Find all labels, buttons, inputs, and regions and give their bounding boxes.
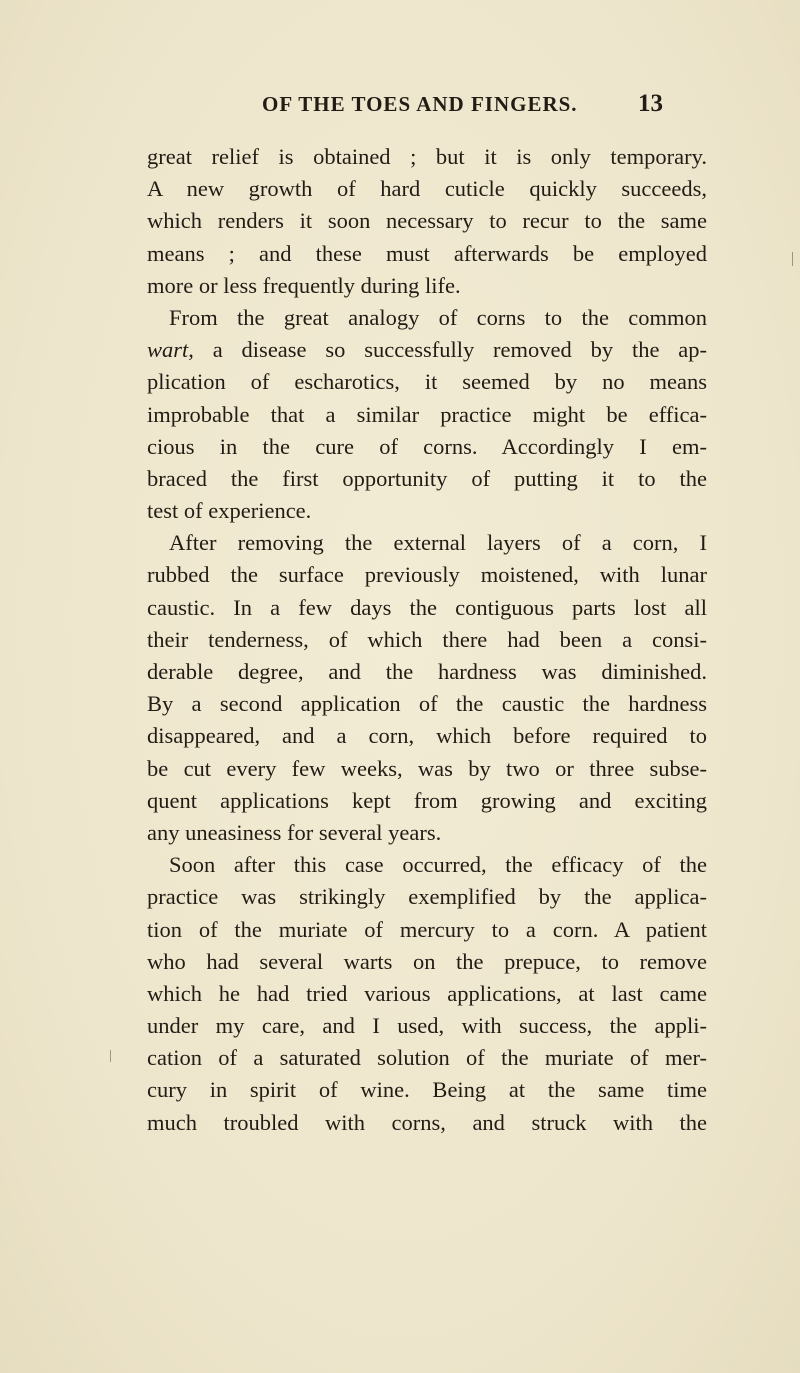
text-line: who had several warts on the prepuce, to remove [147, 948, 707, 974]
page-number: 13 [638, 90, 663, 117]
text-line: tion of the muriate of mercury to a corn. A patient [147, 916, 707, 942]
body-text [147, 141, 707, 1139]
page-header [0, 92, 800, 132]
text-line: cious in the cure of corns. Accordingly I em- [147, 433, 707, 459]
text-line: be cut every few weeks, was by two or three subse- [147, 755, 707, 781]
text-line: quent applications kept from growing and exciting [147, 787, 707, 813]
text-line: disappeared, and a corn, which before required to [147, 723, 707, 749]
text-line: their tenderness, of which there had been a consi- [147, 626, 707, 652]
text-line: After removing the external layers of a corn, I [169, 530, 707, 556]
text-line: rubbed the surface previously moistened, with lunar [147, 562, 707, 588]
text-line: means ; and these must afterwards be employed [147, 240, 707, 266]
text-line: under my care, and I used, with success, the appli- [147, 1013, 707, 1039]
italic-word: wart [147, 337, 189, 363]
paper-mark [792, 252, 793, 266]
text-line: cation of a saturated solution of the muriate of mer- [147, 1045, 707, 1071]
text-line: From the great analogy of corns to the common [169, 304, 707, 330]
text-line: which he had tried various applications, at last came [147, 980, 707, 1006]
running-head: OF THE TOES AND FINGERS. [262, 92, 578, 116]
text-line: which renders it soon necessary to recur to the same [147, 208, 707, 234]
text-line: By a second application of the caustic the hardness [147, 691, 707, 717]
text-line: improbable that a similar practice might be effica- [147, 401, 707, 427]
text-line: wart, a disease so successfully removed by the ap- [147, 337, 707, 363]
text-line: braced the first opportunity of putting it to the [147, 465, 707, 491]
text-line: A new growth of hard cuticle quickly succeeds, [147, 176, 707, 202]
text-line: derable degree, and the hardness was diminished. [147, 659, 707, 684]
text-line: more or less frequently during life. [147, 272, 461, 298]
text-line: plication of escharotics, it seemed by no means [147, 369, 707, 395]
text-line: Soon after this case occurred, the efficacy of the [169, 852, 707, 878]
paper-mark [110, 1050, 111, 1062]
text-line: cury in spirit of wine. Being at the same time [147, 1077, 707, 1103]
text-line: much troubled with corns, and struck with the [147, 1109, 707, 1135]
text-line: caustic. In a few days the contiguous parts lost all [147, 594, 707, 620]
text-line: practice was strikingly exemplified by the applica- [147, 884, 707, 910]
text-line: great relief is obtained ; but it is only temporary. [147, 144, 707, 169]
text-line: test of experience. [147, 498, 312, 524]
text-line: any uneasiness for several years. [147, 819, 442, 845]
